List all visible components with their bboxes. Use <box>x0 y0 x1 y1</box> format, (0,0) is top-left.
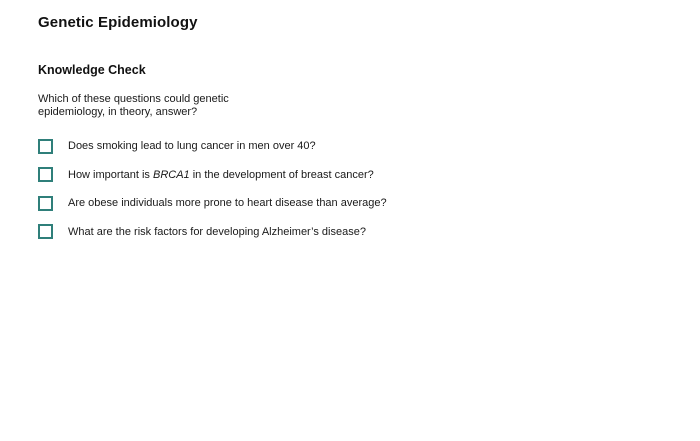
knowledge-check-heading: Knowledge Check <box>38 63 146 77</box>
answer-option-label: Are obese individuals more prone to heart disease than average? <box>68 197 387 209</box>
checkbox[interactable] <box>38 139 53 154</box>
page-title: Genetic Epidemiology <box>38 14 198 31</box>
answer-option-3[interactable] <box>38 193 387 213</box>
answer-option-label: What are the risk factors for developing Alzheimer’s disease? <box>68 225 366 238</box>
checkbox[interactable] <box>38 196 53 211</box>
answer-option-1[interactable] <box>38 136 387 156</box>
checkbox[interactable] <box>38 167 53 182</box>
answer-option-2[interactable] <box>38 165 387 185</box>
answer-option-label-post: in the development of breast cancer? <box>189 168 374 181</box>
answer-option-label: Does smoking lead to lung cancer in men over 40? <box>68 140 316 152</box>
checkbox[interactable] <box>38 224 53 239</box>
question-text: Which of these questions could genetic epidemiology, in theory, answer? <box>38 93 229 118</box>
answer-options-list <box>38 136 387 250</box>
answer-option-4[interactable] <box>38 222 387 242</box>
gene-name: BRCA1 <box>152 168 190 181</box>
answer-option-label-pre: How important is <box>68 168 153 181</box>
answer-option-label <box>68 169 374 181</box>
